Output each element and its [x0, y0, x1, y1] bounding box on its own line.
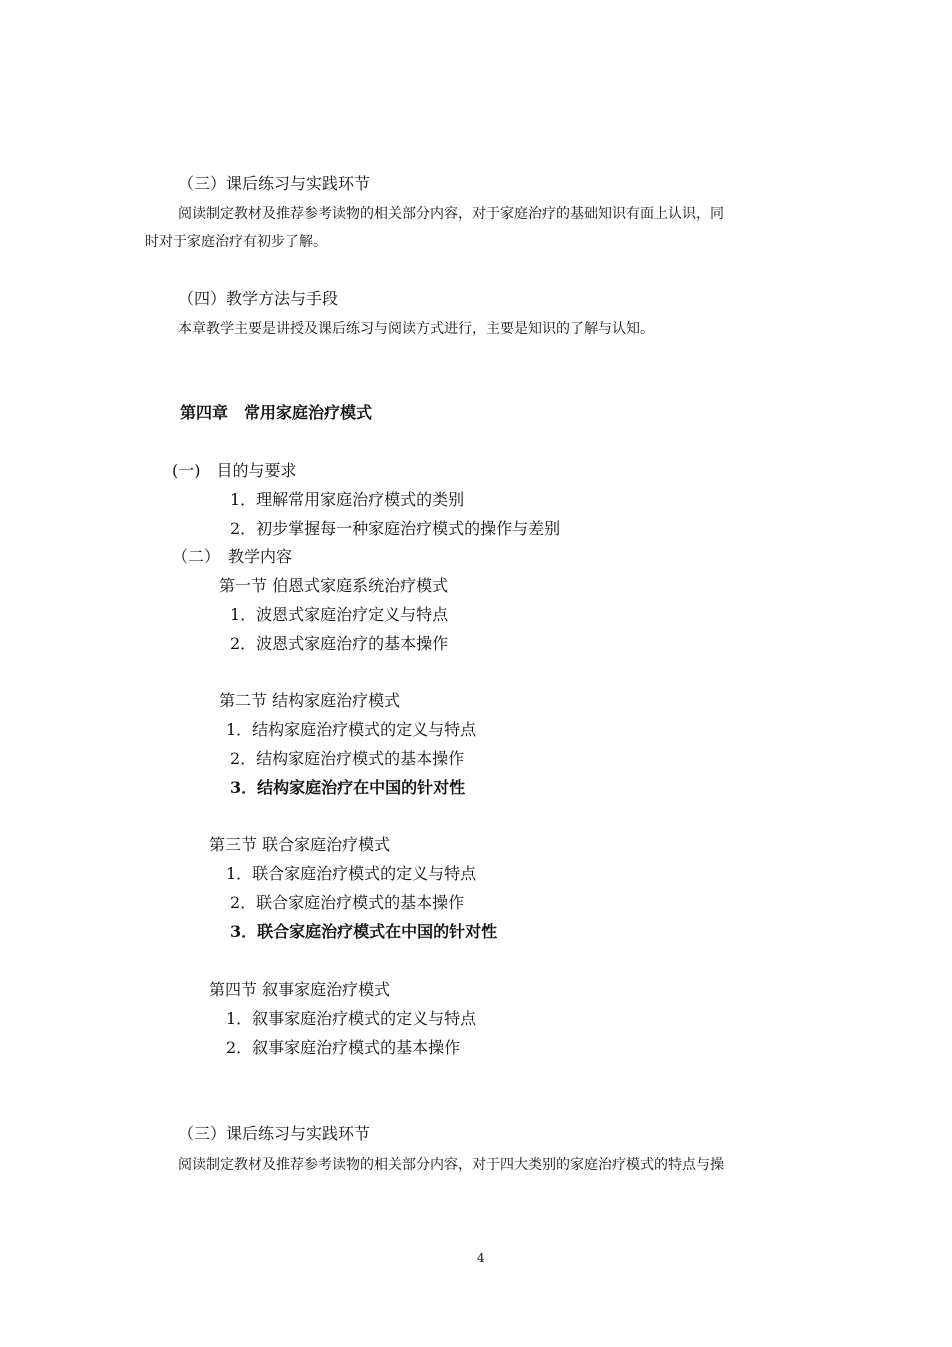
list-item: 2．波恩式家庭治疗的基本操作 — [230, 634, 449, 653]
paragraph-line: 阅读制定教材及推荐参考读物的相关部分内容，对于四大类别的家庭治疗模式的特点与操 — [178, 1157, 724, 1173]
subsection-heading-content: （二） 教学内容 — [172, 547, 293, 566]
list-item: 3．结构家庭治疗在中国的针对性 — [230, 778, 466, 797]
list-item: 1．波恩式家庭治疗定义与特点 — [230, 605, 449, 624]
list-item: 2．联合家庭治疗模式的基本操作 — [230, 893, 465, 912]
section-title: 第一节 伯恩式家庭系统治疗模式 — [219, 576, 449, 595]
section-title: 第三节 联合家庭治疗模式 — [209, 835, 391, 854]
list-item: 3．联合家庭治疗模式在中国的针对性 — [230, 922, 498, 941]
page-number: 4 — [477, 1251, 485, 1265]
list-item: 1．叙事家庭治疗模式的定义与特点 — [226, 1009, 477, 1028]
chapter-title: 第四章 常用家庭治疗模式 — [180, 403, 373, 422]
list-item: 2．初步掌握每一种家庭治疗模式的操作与差别 — [230, 519, 561, 538]
paragraph-line: 阅读制定教材及推荐参考读物的相关部分内容，对于家庭治疗的基础知识有面上认识，同 — [178, 206, 724, 222]
list-item: 2．叙事家庭治疗模式的基本操作 — [226, 1038, 461, 1057]
paragraph-line: 本章教学主要是讲授及课后练习与阅读方式进行，主要是知识的了解与认知。 — [178, 321, 654, 337]
section-title: 第四节 叙事家庭治疗模式 — [209, 980, 391, 999]
paragraph-line: 时对于家庭治疗有初步了解。 — [145, 234, 327, 250]
subsection-heading-goals: (一) 目的与要求 — [172, 461, 297, 480]
section-heading-practice: （三）课后练习与实践环节 — [178, 174, 371, 193]
list-item: 1．理解常用家庭治疗模式的类别 — [230, 490, 465, 509]
section-heading-practice: （三）课后练习与实践环节 — [178, 1124, 371, 1143]
list-item: 1．结构家庭治疗模式的定义与特点 — [226, 720, 477, 739]
section-title: 第二节 结构家庭治疗模式 — [219, 691, 401, 710]
list-item: 2．结构家庭治疗模式的基本操作 — [230, 749, 465, 768]
section-heading-methods: （四）教学方法与手段 — [178, 289, 339, 308]
list-item: 1．联合家庭治疗模式的定义与特点 — [226, 864, 477, 883]
